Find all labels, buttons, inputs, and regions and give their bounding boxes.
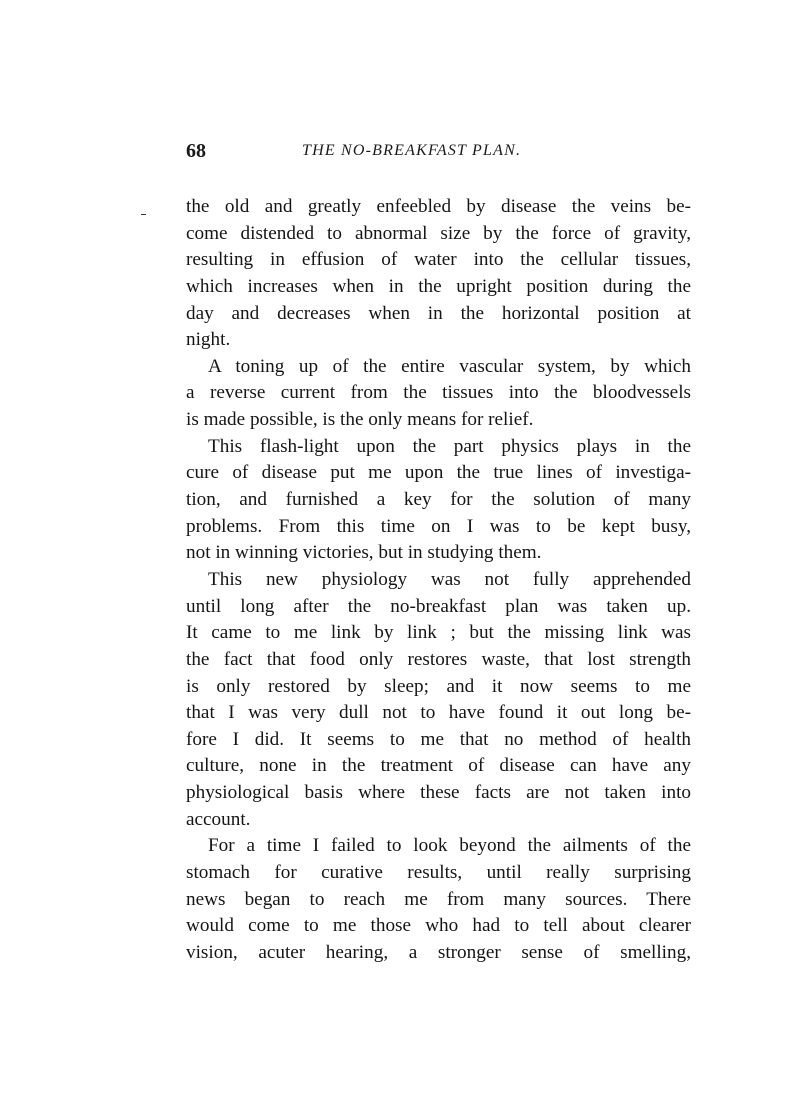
text-line: This flash-light upon the part physics plays in the — [208, 435, 691, 457]
page-header — [186, 140, 691, 166]
text-line: night. — [186, 329, 231, 351]
text-line: the old and greatly enfeebled by disease the veins be- — [186, 196, 691, 217]
text-line: This new physiology was not fully apprehended — [208, 568, 691, 590]
text-line: vision, acuter hearing, a stronger sense of smelling, — [186, 941, 691, 963]
text-line: cure of disease put me upon the true lines of investiga- — [186, 462, 691, 484]
running-title: THE NO-BREAKFAST PLAN. — [302, 142, 522, 159]
margin-mark — [141, 214, 146, 215]
text-line: the fact that food only restores waste, that lost strength — [186, 648, 691, 670]
text-line: problems. From this time on I was to be kept busy, — [186, 515, 691, 537]
text-line: For a time I failed to look beyond the ailments of the — [208, 835, 691, 857]
text-line: culture, none in the treatment of disease can have any — [186, 755, 691, 777]
text-line: fore I did. It seems to me that no method of health — [186, 728, 691, 750]
text-line: is made possible, is the only means for relief. — [186, 409, 534, 431]
text-line: physiological basis where these facts are not taken into — [186, 782, 691, 804]
text-line: which increases when in the upright position during the — [186, 275, 691, 297]
body-text — [186, 194, 691, 967]
text-line: news began to reach me from many sources. There — [186, 888, 691, 910]
text-line: until long after the no-breakfast plan was taken up. — [186, 595, 691, 617]
page-number: 68 — [186, 140, 206, 162]
text-line: a reverse current from the tissues into the bloodvessels — [186, 382, 691, 404]
text-line: come distended to abnormal size by the force of gravity, — [186, 222, 691, 244]
text-line: is only restored by sleep; and it now seems to me — [186, 675, 691, 697]
text-line: tion, and furnished a key for the solution of many — [186, 489, 691, 511]
text-line: would come to me those who had to tell about clearer — [186, 915, 691, 937]
text-line: account. — [186, 808, 251, 830]
text-line: that I was very dull not to have found it out long be- — [186, 702, 691, 724]
text-line: A toning up of the entire vascular system, by which — [208, 355, 691, 377]
text-line: not in winning victories, but in studying them. — [186, 542, 542, 564]
text-line: resulting in effusion of water into the cellular tissues, — [186, 249, 691, 271]
text-line: day and decreases when in the horizontal position at — [186, 302, 691, 324]
text-line: It came to me link by link ; but the missing link was — [186, 622, 691, 644]
text-line: stomach for curative results, until really surprising — [186, 862, 691, 884]
